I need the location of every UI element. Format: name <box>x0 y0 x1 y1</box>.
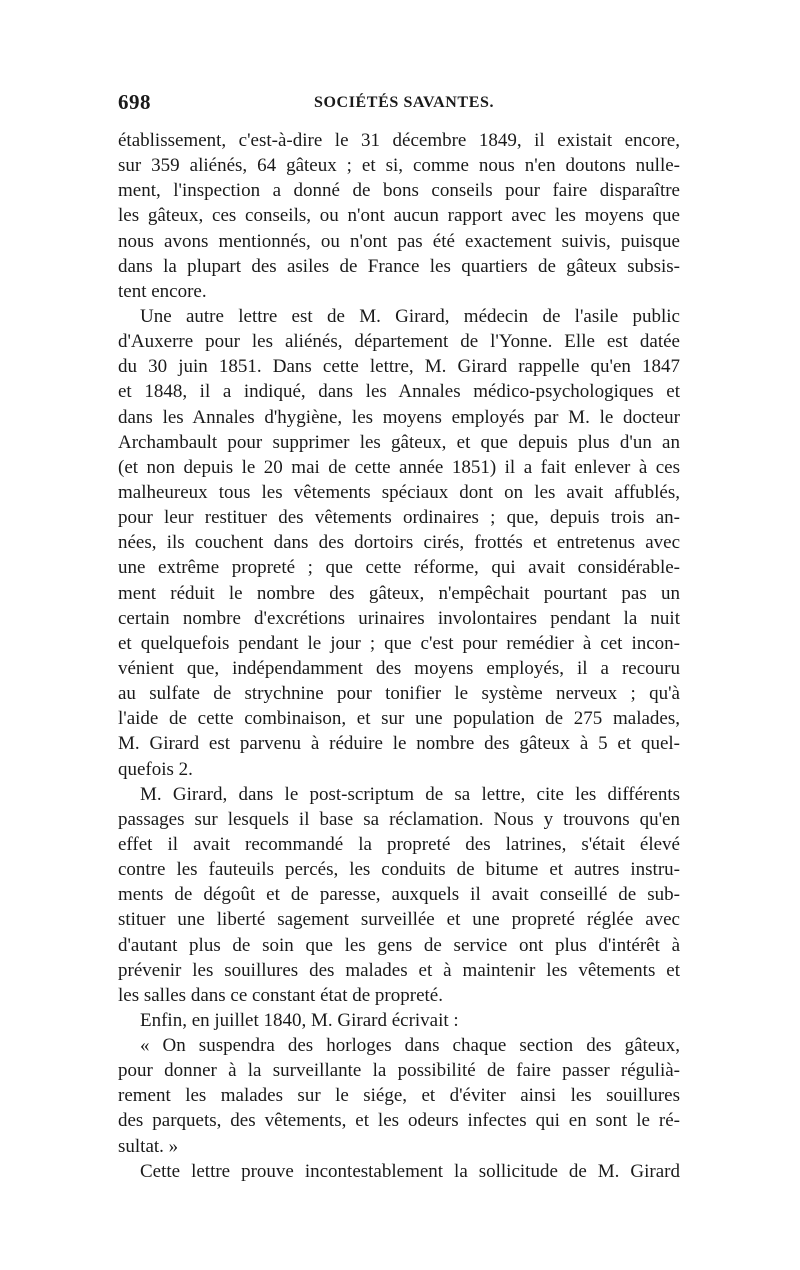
text-line: au sulfate de strychnine pour tonifier le système nerveux ; qu'à <box>118 683 680 705</box>
running-head <box>118 90 680 120</box>
text-line: sur 359 aliénés, 64 gâteux ; et si, comme nous n'en doutons nulle- <box>118 155 680 177</box>
text-line: M. Girard, dans le post-scriptum de sa lettre, cite les différents <box>140 783 680 805</box>
text-line: malheureux tous les vêtements spéciaux dont on les avait affublés, <box>118 481 680 503</box>
text-line: « On suspendra des horloges dans chaque section des gâteux, <box>140 1035 680 1057</box>
text-line: prévenir les souillures des malades et à maintenir les vêtements et <box>118 959 680 981</box>
text-line: tent encore. <box>118 280 207 302</box>
text-line: d'autant plus de soin que les gens de service ont plus d'intérêt à <box>118 934 680 956</box>
text-line: ments de dégoût et de paresse, auxquels il avait conseillé de sub- <box>118 884 680 906</box>
text-line: Cette lettre prouve incontestablement la sollicitude de M. Girard <box>140 1160 680 1182</box>
text-line: rement les malades sur le siége, et d'éviter ainsi les souillures <box>118 1085 680 1107</box>
text-line: certain nombre d'excrétions urinaires involontaires pendant la nuit <box>118 607 680 629</box>
text-line: nées, ils couchent dans des dortoirs cirés, frottés et entretenus avec <box>118 532 680 554</box>
text-line: les gâteux, ces conseils, ou n'ont aucun rapport avec les moyens que <box>118 205 680 227</box>
text-line: d'Auxerre pour les aliénés, département de l'Yonne. Elle est datée <box>118 331 680 353</box>
text-line: établissement, c'est-à-dire le 31 décembre 1849, il existait encore, <box>118 130 680 151</box>
text-line: l'aide de cette combinaison, et sur une population de 275 malades, <box>118 708 680 730</box>
text-line: du 30 juin 1851. Dans cette lettre, M. Girard rappelle qu'en 1847 <box>118 356 680 378</box>
text-line: sultat. » <box>118 1135 179 1157</box>
running-title: SOCIÉTÉS SAVANTES. <box>314 94 495 111</box>
text-line: nous avons mentionnés, ou n'ont pas été exactement suivis, puisque <box>118 230 680 252</box>
text-line: contre les fauteuils percés, les conduits de bitume et autres instru- <box>118 859 680 881</box>
page-number: 698 <box>118 90 151 114</box>
text-line: M. Girard est parvenu à réduire le nombre des gâteux à 5 et quel- <box>118 733 680 755</box>
text-line: Une autre lettre est de M. Girard, médecin de l'asile public <box>140 305 680 327</box>
text-line: dans la plupart des asiles de France les quartiers de gâteux subsis- <box>118 255 680 277</box>
text-line: pour leur restituer des vêtements ordinaires ; que, depuis trois an- <box>118 507 680 529</box>
text-line: et 1848, il a indiqué, dans les Annales médico-psychologiques et <box>118 381 680 403</box>
text-line: vénient que, indépendamment des moyens employés, il a recouru <box>118 657 680 679</box>
text-line: passages sur lesquels il base sa réclamation. Nous y trouvons qu'en <box>118 808 680 830</box>
text-line: ment, l'inspection a donné de bons conseils pour faire disparaître <box>118 180 680 202</box>
text-line: ment réduit le nombre des gâteux, n'empêchait pourtant pas un <box>118 582 680 604</box>
text-line: Archambault pour supprimer les gâteux, et que depuis plus d'un an <box>118 431 680 453</box>
body-text <box>118 128 680 1184</box>
text-line: les salles dans ce constant état de propreté. <box>118 984 443 1006</box>
text-line: quefois 2. <box>118 758 193 780</box>
text-line: Enfin, en juillet 1840, M. Girard écrivait : <box>140 1009 459 1031</box>
text-line: (et non depuis le 20 mai de cette année 1851) il a fait enlever à ces <box>118 456 680 478</box>
text-line: une extrême propreté ; que cette réforme, qui avait considérable- <box>118 557 680 579</box>
text-line: et quelquefois pendant le jour ; que c'est pour remédier à cet incon- <box>118 632 680 654</box>
text-line: effet il avait recommandé la propreté des latrines, s'était élevé <box>118 833 680 855</box>
text-line: des parquets, des vêtements, et les odeurs infectes qui en sont le ré- <box>118 1110 680 1132</box>
text-line: dans les Annales d'hygiène, les moyens employés par M. le docteur <box>118 406 680 428</box>
text-line: stituer une liberté sagement surveillée et une propreté réglée avec <box>118 909 680 931</box>
text-line: pour donner à la surveillante la possibilité de faire passer régulià- <box>118 1060 680 1082</box>
